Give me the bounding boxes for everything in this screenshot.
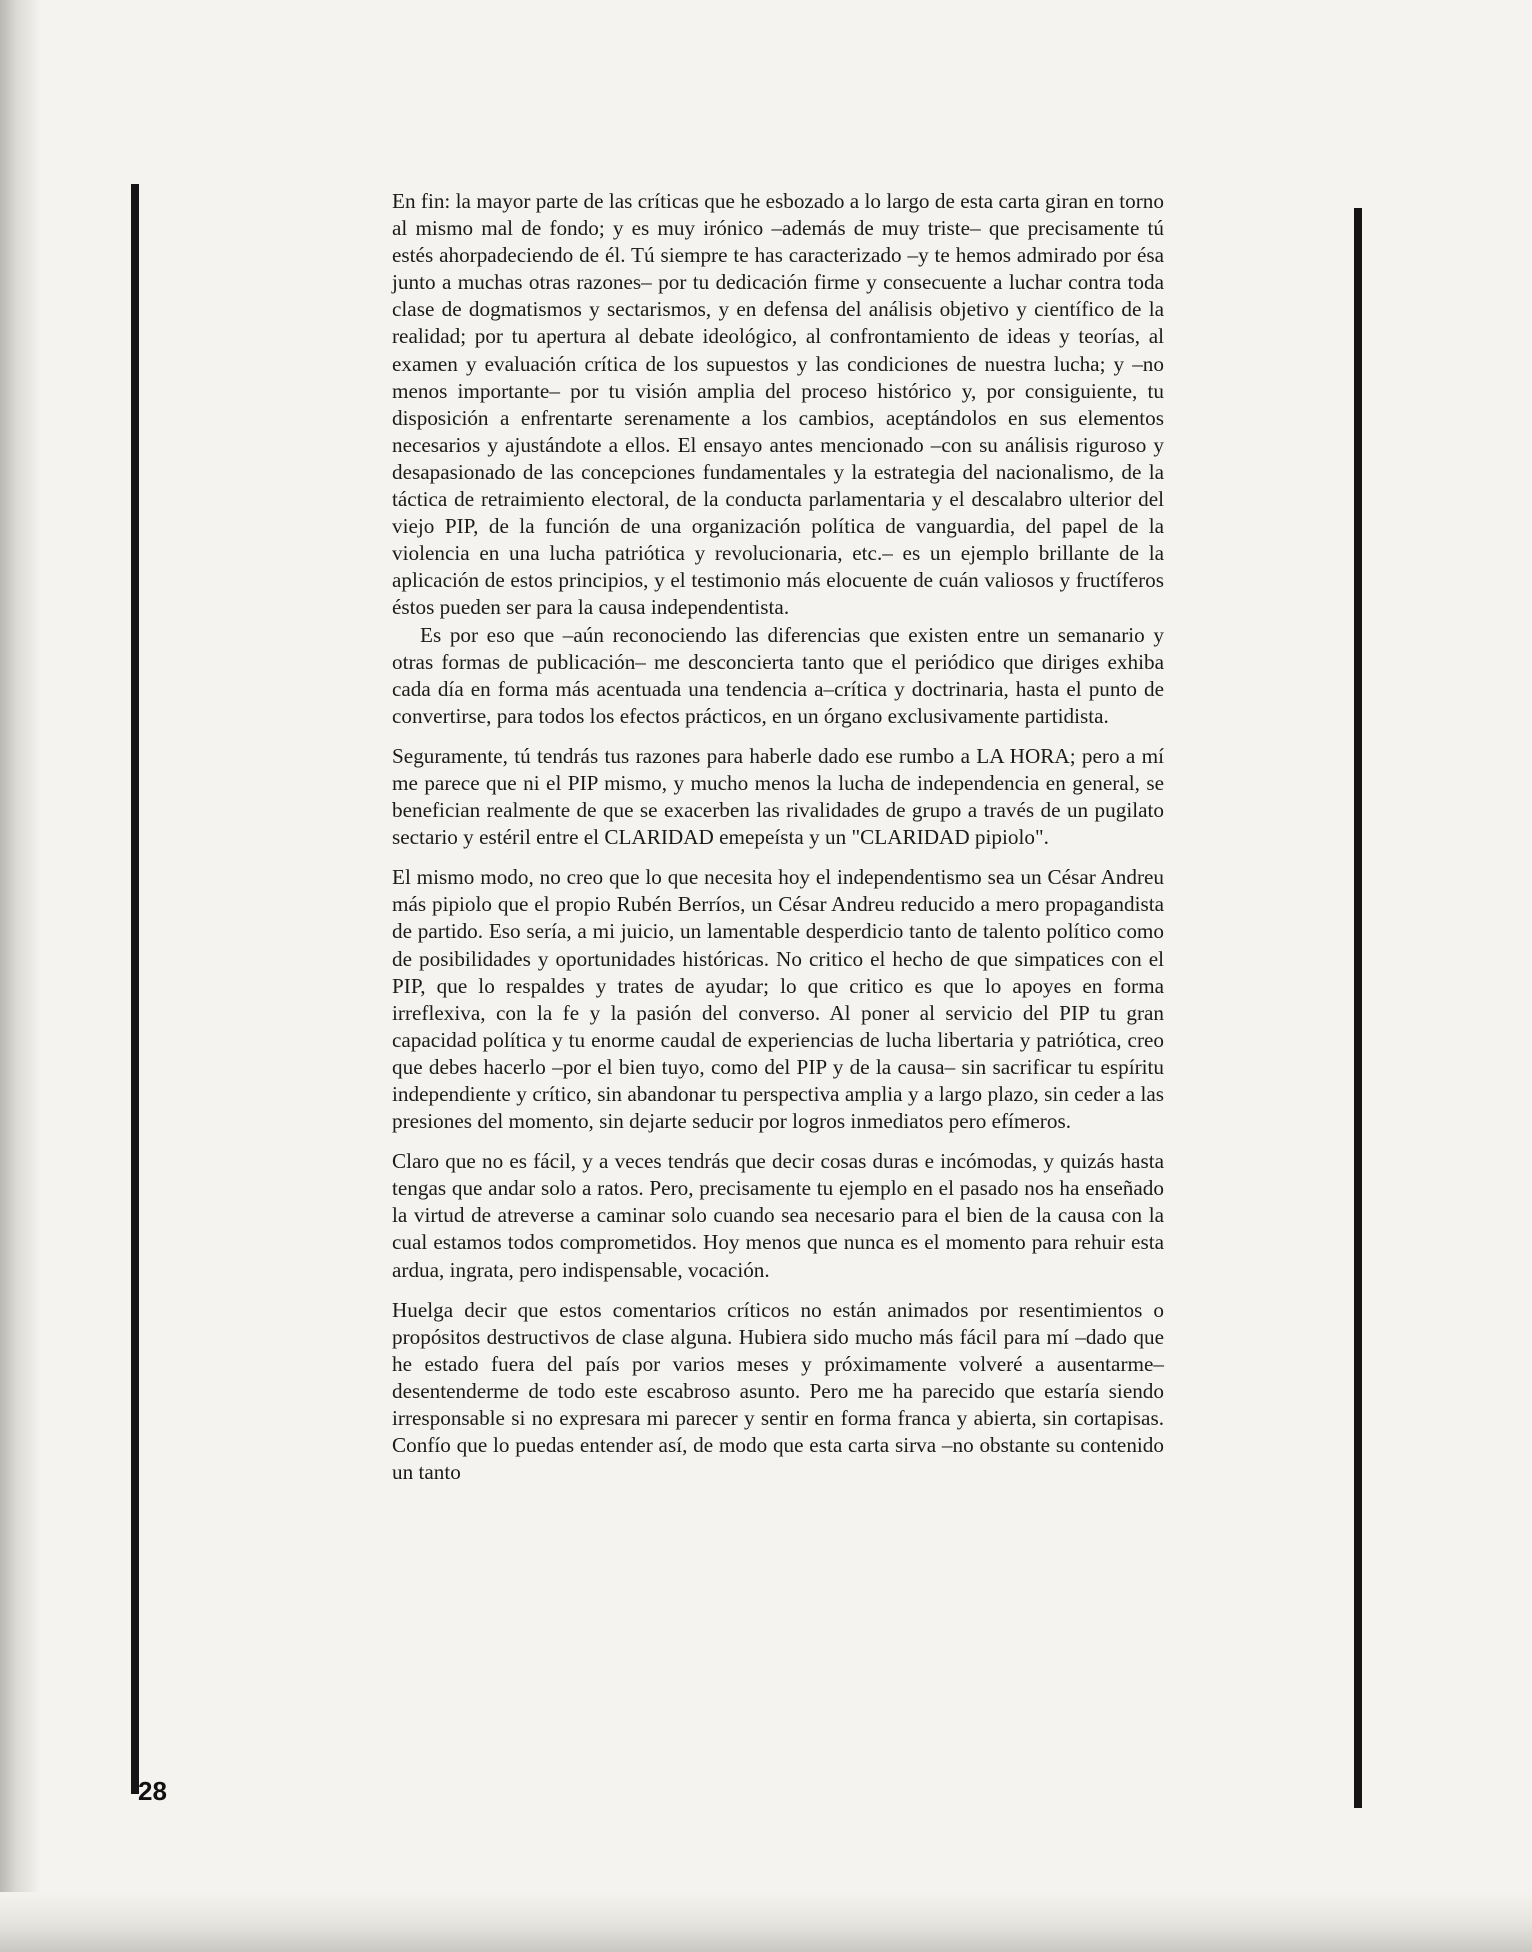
page-bottom-shadow [0,1892,1532,1952]
page-number: 28 [138,1776,167,1806]
paragraph-2: Es por eso que –aún reconociendo las diferencias que existen entre un semanario y otras formas de publicación– me desconcierta tanto que el periódico que diriges exhiba cada día en forma más acentuada una tendencia a–crítica y doctrinaria, hasta el punto de convertirse, para todos los efectos prácticos, en un órgano exclusivamente partidista. [392,622,1164,728]
paragraph-4: El mismo modo, no creo que lo que necesita hoy el independentismo sea un César Andreu más pipiolo que el propio Rubén Berríos, un César Andreu reducido a mero propagandista de partido. Eso sería, a mi juicio, un lamentable desperdicio tanto de talento político como de posibilidades y oportunidades históricas. No critico el hecho de que simpatices con el PIP, que lo respaldes y trates de ayudar; lo que critico es que lo apoyes en forma irreflexiva, con la fe y la pasión del converso. Al poner al servicio del PIP tu gran capacidad política y tu enorme caudal de experiencias de lucha libertaria y patriótica, creo que debes hacerlo –por el bien tuyo, como del PIP y de la causa– sin sacrificar tu espíritu independiente y crítico, sin abandonar tu perspectiva amplia y a largo plazo, sin ceder a las presiones del momento, sin dejarte seducir por logros inmediatos pero efímeros. [392,865,1164,1134]
paragraph-6: Huelga decir que estos comentarios críticos no están animados por resentimientos o propósitos destructivos de clase alguna. Hubiera sido mucho más fácil para mí –dado que he estado fuera del país por varios meses y próximamente volveré a ausentarme– desentenderme de todo este escabroso asunto. Pero me ha parecido que estaría siendo irresponsable si no expresara mi parecer y sentir en forma franca y abierta, sin cortapisas. Confío que lo puedas entender así, de modo que esta carta sirva –no obstante su contenido un tanto [392,1297,1164,1485]
paragraph-5: Claro que no es fácil, y a veces tendrás que decir cosas duras e incómodas, y quizás hasta tengas que andar solo a ratos. Pero, precisamente tu ejemplo en el pasado nos ha enseñado la virtud de atreverse a caminar solo cuando sea necesario para el bien de la causa con la cual estamos todos comprometidos. Hoy menos que nunca es el momento para rehuir esta ardua, ingrata, pero indispensable, vocación. [392,1149,1164,1282]
letter-body [392,188,1164,1486]
left-margin-rule [131,184,139,1794]
page-edge-shadow [0,0,40,1952]
paragraph-1: En fin: la mayor parte de las críticas que he esbozado a lo largo de esta carta giran en torno al mismo mal de fondo; y es muy irónico –además de muy triste– que precisamente tú estés ahorpadeciendo de él. Tú siempre te has caracterizado –y te hemos admirado por ésa junto a muchas otras razones– por tu dedicación firme y consecuente a luchar contra toda clase de dogmatismos y sectarismos, y en defensa del análisis objetivo y científico de la realidad; por tu apertura al debate ideológico, al confrontamiento de ideas y teorías, al examen y evaluación crítica de los supuestos y las condiciones de nuestra lucha; y –no menos importante– por tu visión amplia del proceso histórico y, por consiguiente, tu disposición a enfrentarte serenamente a los cambios, aceptándolos en sus elementos necesarios y ajustándote a ellos. El ensayo antes mencionado –con su análisis riguroso y desapasionado de las concepciones fundamentales y la estrategia del nacionalismo, de la táctica de retraimiento electoral, de la conducta parlamentaria y el descalabro ulterior del viejo PIP, de la función de una organización política de vanguardia, del papel de la violencia en una lucha patriótica y revolucionaria, etc.– es un ejemplo brillante de la aplicación de estos principios, y el testimonio más elocuente de cuán valiosos y fructíferos éstos pueden ser para la causa independentista. [392,189,1164,620]
paragraph-3: Seguramente, tú tendrás tus razones para haberle dado ese rumbo a LA HORA; pero a mí me parece que ni el PIP mismo, y mucho menos la lucha de independencia en general, se benefician realmente de que se exacerben las rivalidades de grupo a través de un pugilato sectario y estéril entre el CLARIDAD emepeísta y un "CLARIDAD pipiolo". [392,743,1164,850]
right-margin-rule [1354,208,1362,1808]
